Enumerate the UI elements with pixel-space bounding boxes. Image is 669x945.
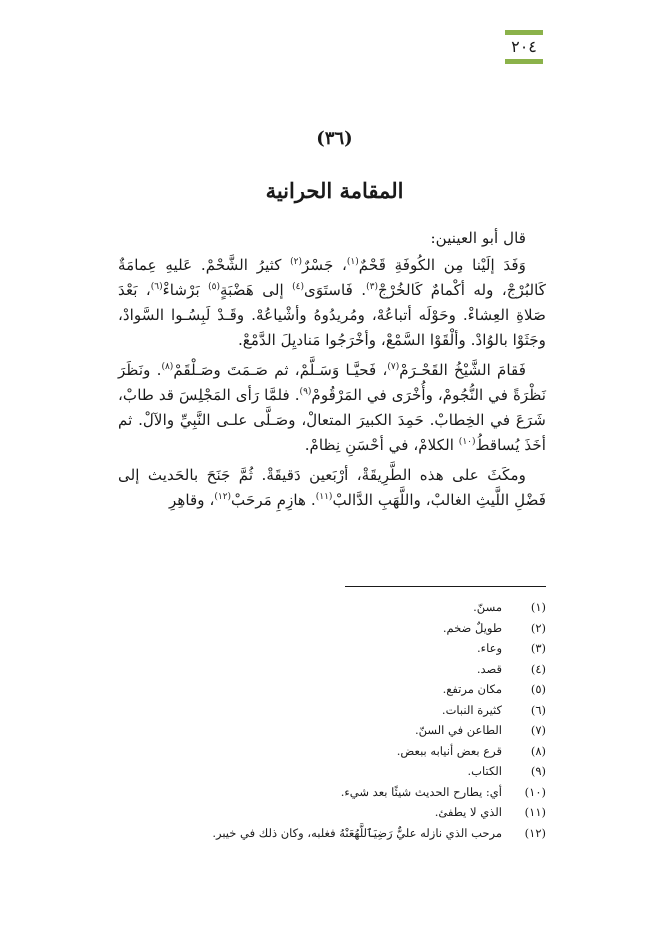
paragraph-text: كثيرُ الشَّحْمْ. عَليهِ عِمامَةٌ كَالبُرْجْ، وله أكْمامٌ كَالخُرْجْ xyxy=(118,256,546,299)
footnote-number: (١١) xyxy=(524,805,546,819)
body-text xyxy=(118,226,546,518)
footnote-text: الكتاب. xyxy=(467,764,502,778)
footnote-number: (١٢) xyxy=(524,825,546,840)
paragraph-text: ، جَسْرٌ xyxy=(302,256,347,274)
paragraph-text: بَرْشاءْ xyxy=(162,281,209,299)
footnote-divider xyxy=(345,586,546,587)
paragraph xyxy=(118,463,546,513)
footnote-item xyxy=(190,761,546,782)
footnote-marker[interactable]: (٣) xyxy=(366,281,378,292)
intro-line: قال أبو العينين: xyxy=(430,229,526,247)
paragraph-text: . هازِمِ مَرحَبْ xyxy=(231,491,316,509)
footnote-item xyxy=(190,802,546,823)
footnote-item xyxy=(190,679,546,700)
page-number: ٢٠٤ xyxy=(511,37,537,56)
footnote-number: (٢) xyxy=(530,620,546,635)
footnote-number: (١٠) xyxy=(524,784,546,799)
footnote-marker[interactable]: (٦) xyxy=(150,281,163,292)
paragraph xyxy=(118,253,546,353)
paragraph-text: ومكَثَ على هذه الطَّرِيقَةْ، أرْبَعين دَقيقَةْ. ثُمَّ جَنَحَ بالحَديث إلى فَضْلِ اللَّيثِ الغالبْ، واللَّهَبِ الدَّالبْ xyxy=(118,466,546,509)
footnote-number: (٦) xyxy=(530,702,546,717)
footnote-item xyxy=(190,700,546,721)
paragraph-text: ، وقاهِرِ xyxy=(169,491,215,509)
footnote-text: الطاعن في السنّ. xyxy=(414,723,502,737)
paragraph-text: إلى هَضْبَةٍ xyxy=(219,281,293,299)
chapter-title: المقامة الحرانية xyxy=(265,178,404,203)
footnote-item xyxy=(190,720,546,741)
footnote-marker[interactable]: (٤) xyxy=(292,281,304,292)
footnote-item xyxy=(190,638,546,659)
footnote-text: وعاء. xyxy=(477,641,502,655)
footnote-item xyxy=(190,659,546,680)
footnotes-list xyxy=(190,597,546,843)
footnote-number: (١) xyxy=(530,600,546,614)
footnote-marker[interactable]: (٩) xyxy=(299,386,312,397)
page-number-block xyxy=(505,30,543,64)
footnote-text: طويلٌ ضخم. xyxy=(442,620,502,635)
footnote-number: (٤) xyxy=(530,661,546,676)
footnote-text: أي: يطارح الحديث شيئًا بعد شيء. xyxy=(340,784,502,799)
footnote-text: مسنّ. xyxy=(473,600,502,614)
footnote-marker[interactable]: (٧) xyxy=(387,361,400,372)
footnote-marker[interactable]: (٢) xyxy=(290,256,303,267)
footnote-marker[interactable]: (١٢) xyxy=(214,491,232,502)
paragraph-text: ، بَعْدَ صَلاةِ العِشاءْ. وحَوْلَه أتباعُهْ، ومُريدُوهُ وأشْياعُهْ. وقَـدْ لَبِسُـوا السَّوادْ، وجَثَوْا بالوُادْ. وألْقَوْا السَّمْعْ، وأخْرَجُوا مَناديِلَ الدَّمْعْ. xyxy=(118,281,546,349)
footnote-marker[interactable]: (٥) xyxy=(208,281,220,292)
paragraph-text: فَقامَ الشَّيْخُ القَحْـرَمْ xyxy=(399,361,526,379)
footnote-number: (٩) xyxy=(530,764,546,778)
footnote-number: (٨) xyxy=(530,743,546,758)
footnote-text: مرحب الذي نازله عليٌّ رَضِيَٱللَّهُعَنْهُ فغلبه، وكان ذلك في خيبر. xyxy=(212,825,502,840)
paragraph-text: . ونَظَرَ نَظْرَةً في النُّجُومْ، وأُخْرَى في المَرْقُومْ xyxy=(118,361,546,404)
footnote-item xyxy=(190,782,546,803)
footnote-item xyxy=(190,618,546,639)
footnote-marker[interactable]: (٨) xyxy=(161,361,174,372)
footnote-text: قصد. xyxy=(476,661,502,676)
paragraph-text: الكلامْ، في أحْسَنِ نِظامْ. xyxy=(304,436,459,454)
chapter-number: (٣٦) xyxy=(316,128,353,149)
footnote-text: مكان مرتفع. xyxy=(442,682,502,696)
footnote-number: (٥) xyxy=(530,682,546,696)
page-number-bottom-bar xyxy=(505,59,543,64)
footnote-item xyxy=(190,597,546,618)
footnote-text: الذي لا يطفئ. xyxy=(434,805,502,819)
paragraph xyxy=(118,358,546,458)
paragraph-text: . فلمَّا رَأى المَجْلِسَ قد طابْ، شَرَعَ في الخِطابْ. حَمِدَ الكبيرَ المتعالْ، وصَـلَّى علـى النَّبِيِّ والآلْ. ثم أخَذَ يُساقطُ xyxy=(118,386,546,454)
paragraph-text: . فَاستَوَى xyxy=(303,281,367,299)
footnote-item xyxy=(190,823,546,844)
paragraph-text: وَفَدَ إلَيْنا مِن الكُوفَةِ قَحْمٌ xyxy=(358,256,526,274)
footnote-marker[interactable]: (١) xyxy=(346,256,359,267)
footnote-number: (٣) xyxy=(530,641,546,655)
footnote-item xyxy=(190,741,546,762)
footnote-marker[interactable]: (١١) xyxy=(315,491,333,502)
footnote-text: كثيرة النبات. xyxy=(441,702,502,717)
footnote-text: قرع بعض أنيابه ببعض. xyxy=(396,743,502,758)
paragraph-text: ، فَحيَّـا وَسَـلَّمْ، ثم صَـمَتَ وصَـلْقَمْ xyxy=(173,361,388,379)
footnote-number: (٧) xyxy=(530,723,546,737)
footnote-marker[interactable]: (١٠) xyxy=(458,436,476,447)
